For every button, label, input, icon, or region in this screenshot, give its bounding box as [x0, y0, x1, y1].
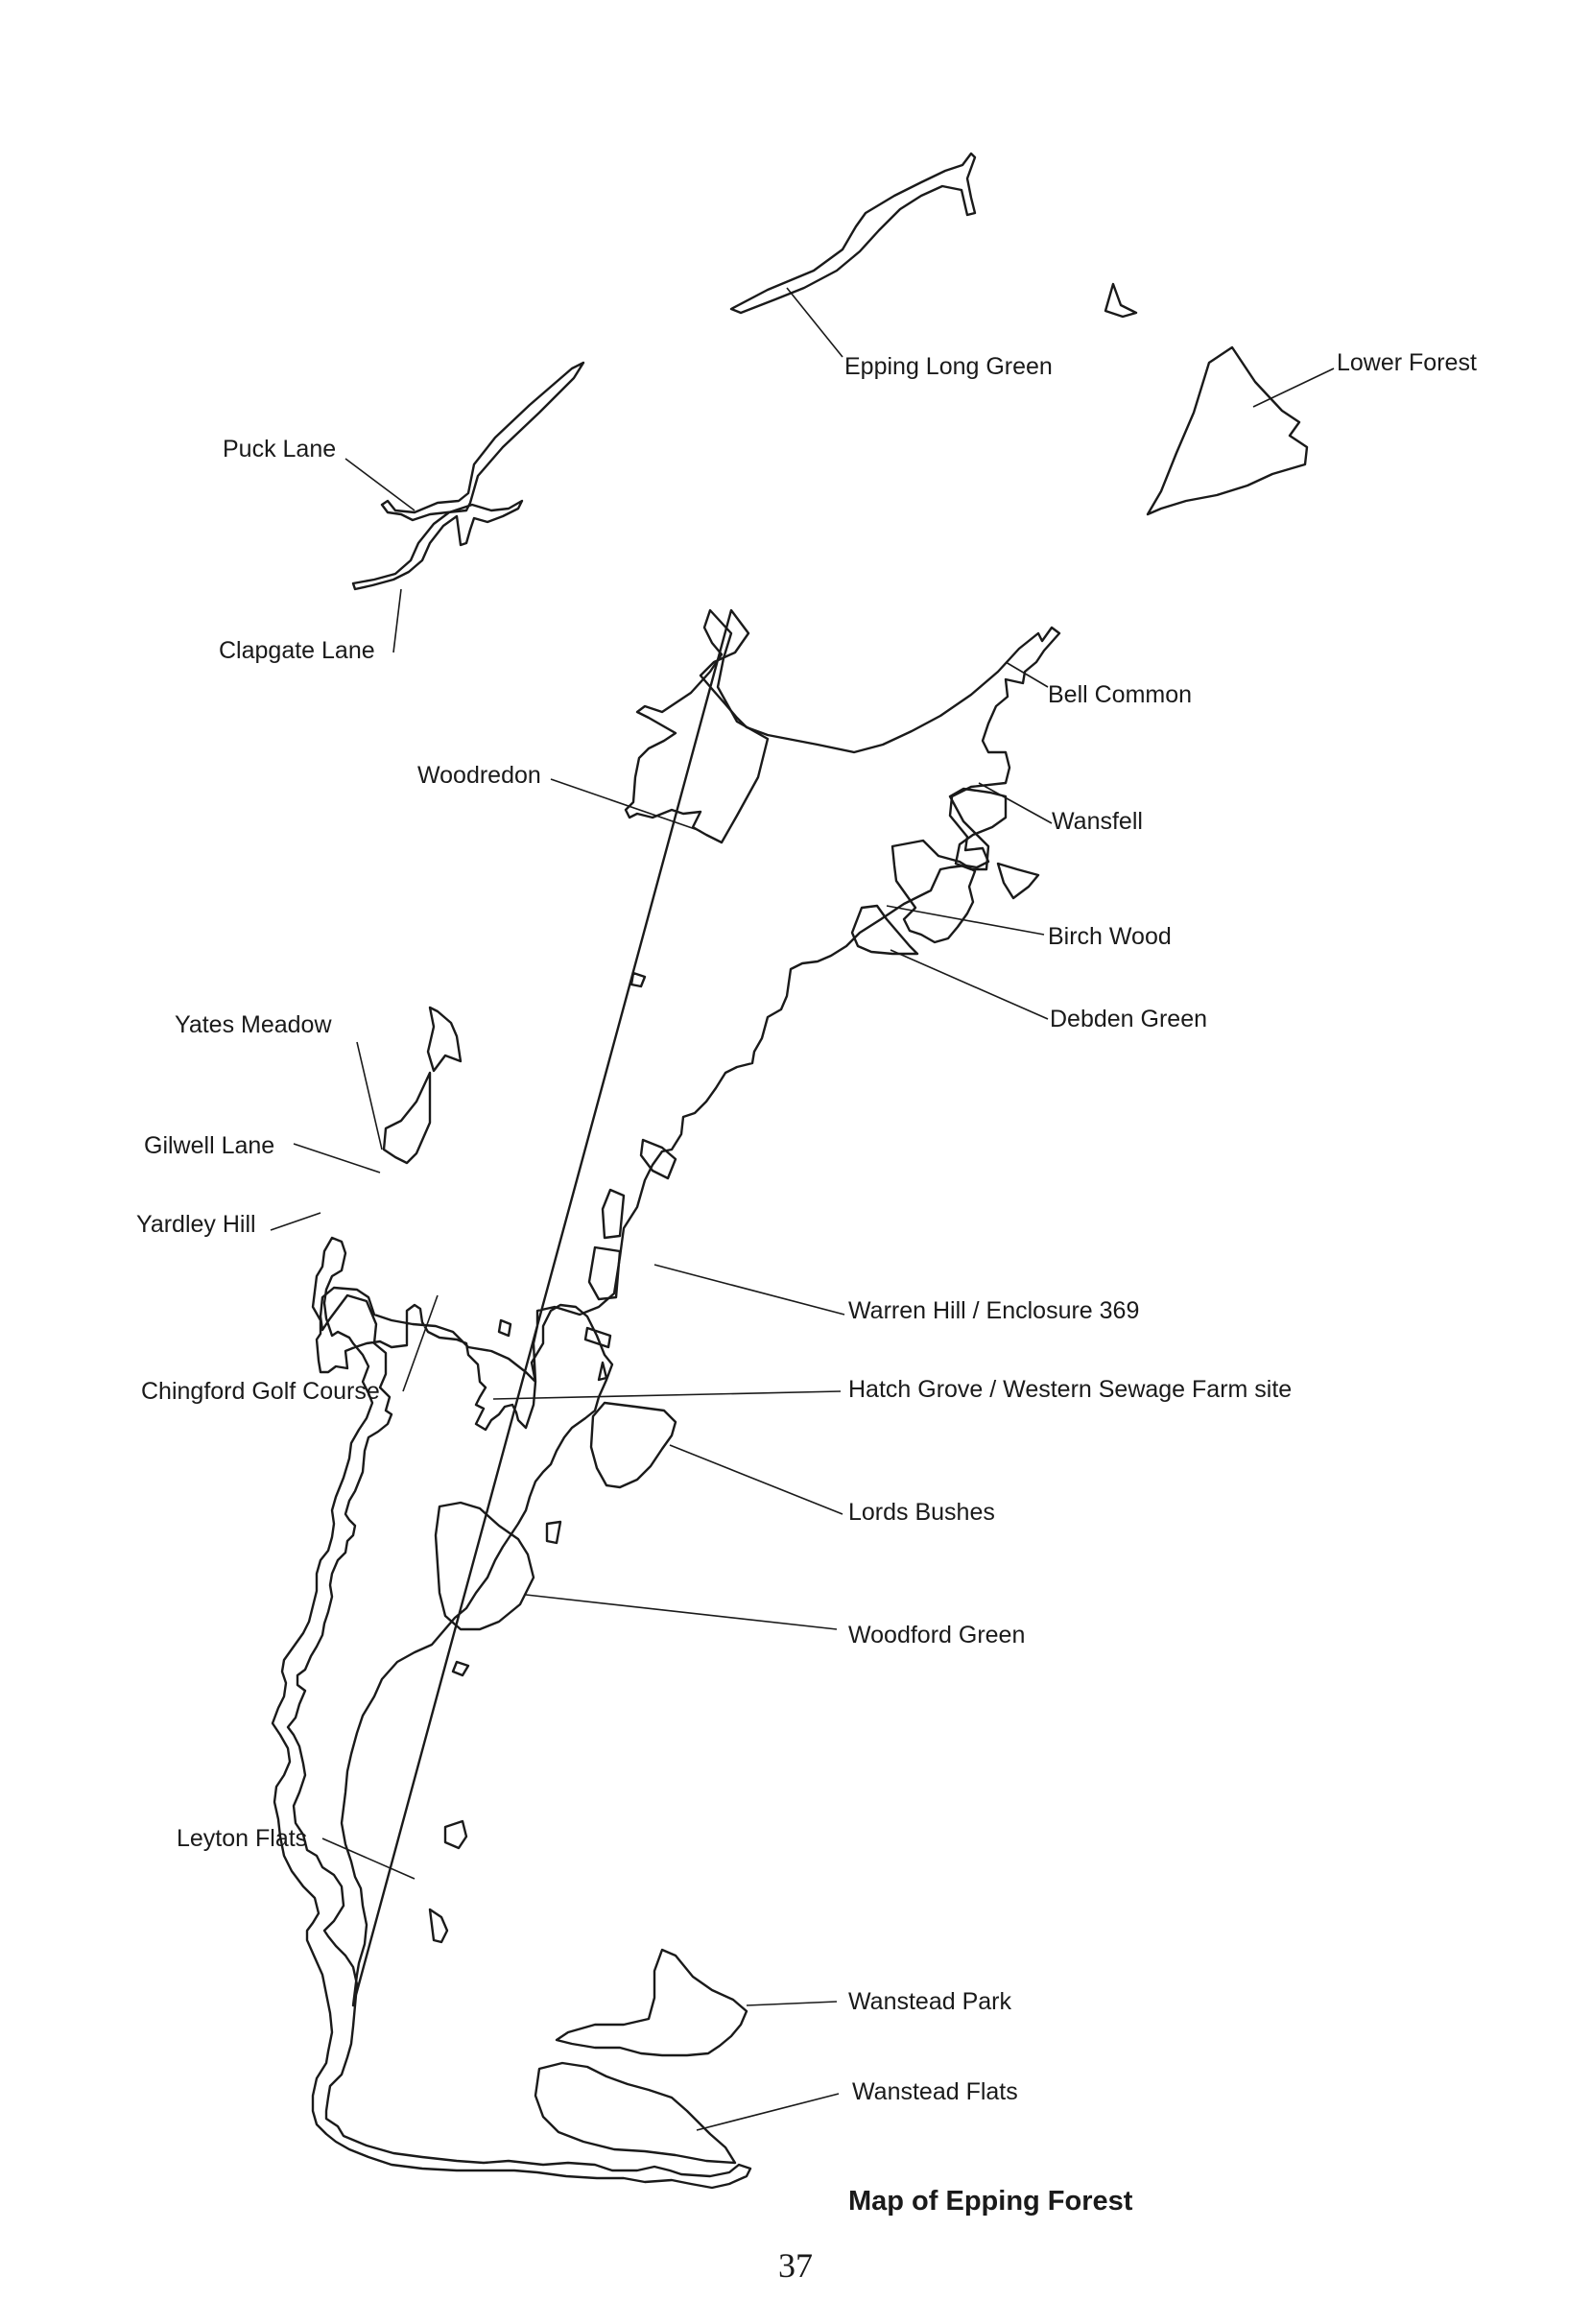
- puck-lane-outline: [382, 363, 583, 520]
- enclosure-outline: [641, 1140, 676, 1178]
- gilwell-lane-outline: [384, 1073, 430, 1163]
- label-woodford-green: Woodford Green: [848, 1622, 1026, 1648]
- label-woodredon: Woodredon: [417, 762, 541, 789]
- lords-bushes-outline: [591, 1403, 676, 1487]
- wansfell-outline: [950, 789, 1006, 869]
- epping-long-green-outline: [731, 154, 975, 313]
- label-warren-hill: Warren Hill / Enclosure 369: [848, 1297, 1140, 1324]
- label-bell-common: Bell Common: [1048, 681, 1193, 708]
- pond-outline: [547, 1522, 560, 1543]
- label-clapgate-lane: Clapgate Lane: [219, 637, 375, 664]
- label-wansfell: Wansfell: [1052, 808, 1143, 835]
- woodredon-outline: [626, 610, 768, 842]
- small-wood-outline: [998, 864, 1038, 898]
- pond-outline: [499, 1320, 511, 1336]
- yates-meadow-outline: [428, 1008, 461, 1071]
- wanstead-flats-outline: [535, 2063, 735, 2163]
- label-puck-lane: Puck Lane: [223, 436, 337, 462]
- wanstead-park-outline: [557, 1950, 747, 2055]
- birch-wood-outline: [892, 841, 975, 942]
- label-lords-bushes: Lords Bushes: [848, 1499, 995, 1526]
- label-lower-forest: Lower Forest: [1337, 349, 1477, 376]
- pond-outline: [603, 1190, 624, 1238]
- label-yardley-hill: Yardley Hill: [136, 1211, 256, 1238]
- label-wanstead-flats: Wanstead Flats: [852, 2078, 1018, 2105]
- label-hatch-grove: Hatch Grove / Western Sewage Farm site: [848, 1376, 1293, 1403]
- label-chingford-golf-course: Chingford Golf Course: [141, 1378, 380, 1405]
- label-leyton-flats: Leyton Flats: [177, 1825, 308, 1852]
- label-epping-long-green: Epping Long Green: [844, 353, 1053, 380]
- lower-forest-outline: [1148, 347, 1307, 514]
- label-gilwell-lane: Gilwell Lane: [144, 1132, 275, 1159]
- label-birch-wood: Birch Wood: [1048, 923, 1172, 950]
- label-debden-green: Debden Green: [1050, 1006, 1208, 1032]
- pond-outline: [453, 1662, 468, 1675]
- page-number: 37: [778, 2246, 813, 2285]
- map-title: Map of Epping Forest: [848, 2186, 1133, 2217]
- small-islet-outline: [1105, 284, 1136, 317]
- leyton-pond-outline: [445, 1821, 466, 1848]
- leyton-flats-outline: [430, 1909, 447, 1942]
- pond-outline: [631, 973, 645, 986]
- pond-outline: [599, 1363, 606, 1380]
- label-wanstead-park: Wanstead Park: [848, 1988, 1011, 2015]
- label-yates-meadow: Yates Meadow: [175, 1011, 332, 1038]
- debden-green-outline: [852, 906, 917, 954]
- leader-lines: [271, 288, 1334, 2130]
